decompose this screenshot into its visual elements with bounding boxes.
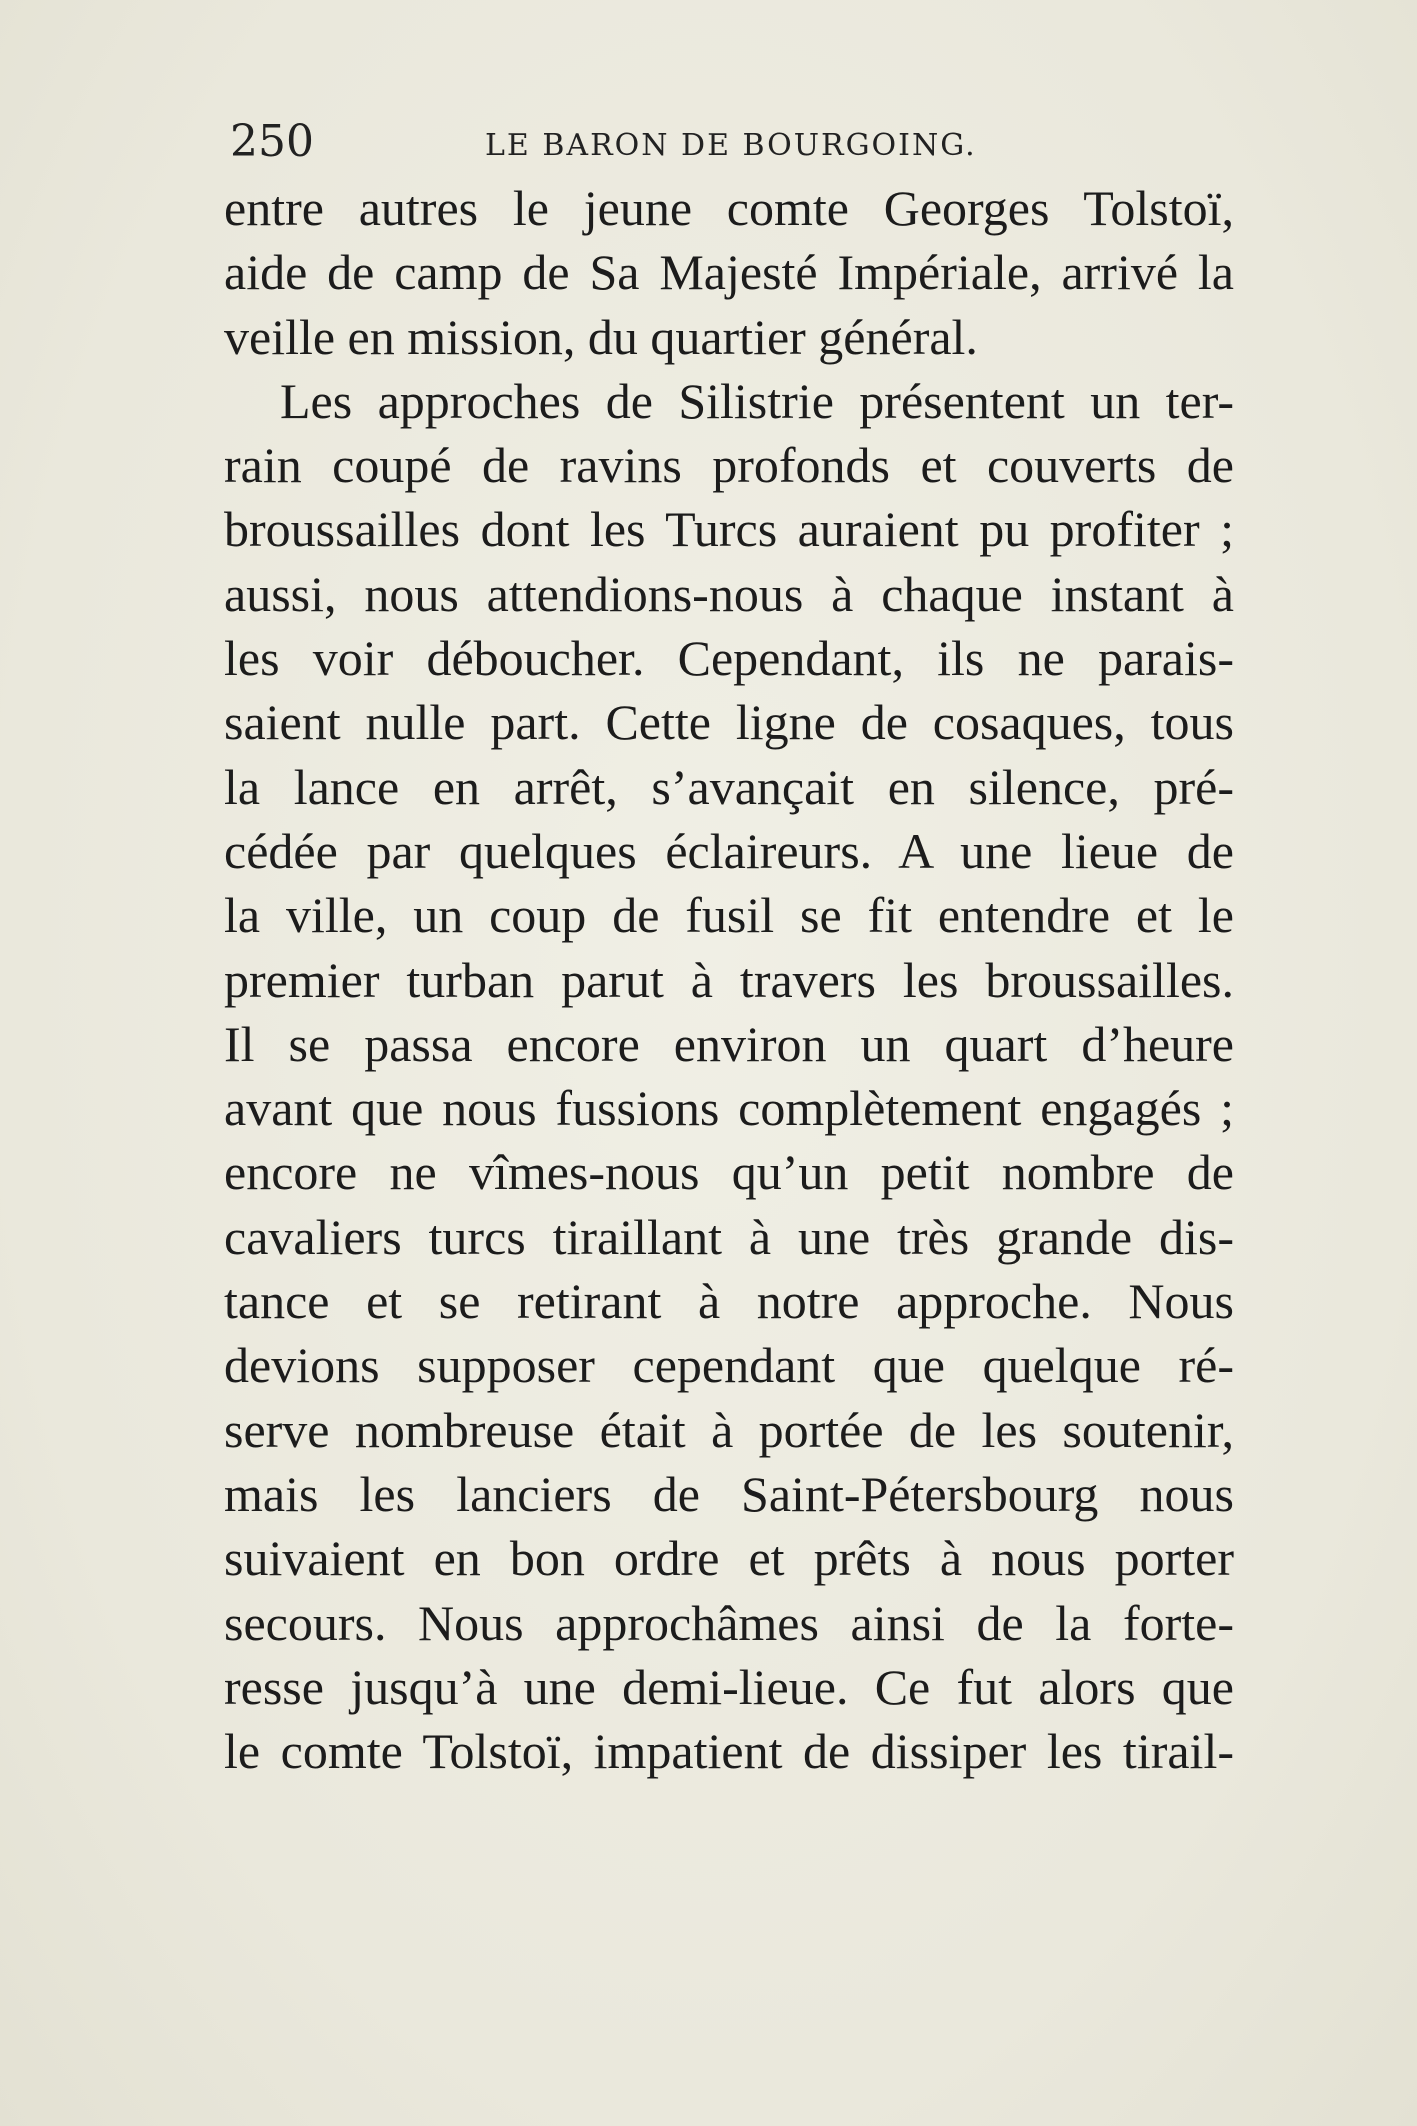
text-line: le comte Tolstoï, impatient de dissiper les tirail-	[224, 1723, 1234, 1780]
text-line: la ville, un coup de fusil se fit entendre et le	[224, 887, 1234, 944]
page-number: 250	[230, 116, 314, 167]
text-line: avant que nous fussions complètement engagés ;	[224, 1080, 1234, 1137]
text-line: tance et se retirant à notre approche. Nous	[224, 1273, 1234, 1330]
running-head	[230, 112, 1240, 172]
text-line: entre autres le jeune comte Georges Tolstoï,	[224, 180, 1234, 236]
text-line: Les approches de Silistrie présentent un ter-	[280, 372, 1234, 429]
text-line: aussi, nous attendions-nous à chaque instant à	[224, 565, 1234, 622]
text-line: encore ne vîmes-nous qu’un petit nombre de	[224, 1144, 1234, 1201]
text-line: cavaliers turcs tiraillant à une très grande dis-	[224, 1208, 1234, 1265]
text-line: mais les lanciers de Saint-Pétersbourg nous	[224, 1465, 1234, 1522]
text-line: resse jusqu’à une demi-lieue. Ce fut alors que	[224, 1658, 1234, 1715]
text-line: saient nulle part. Cette ligne de cosaques, tous	[224, 694, 1234, 751]
text-line: devions supposer cependant que quelque ré-	[224, 1337, 1234, 1394]
text-line: cédée par quelques éclaireurs. A une lieue de	[224, 822, 1234, 879]
text-line: serve nombreuse était à portée de les soutenir,	[224, 1401, 1234, 1458]
text-line: secours. Nous approchâmes ainsi de la forte-	[224, 1594, 1234, 1651]
text-line: les voir déboucher. Cependant, ils ne parais-	[224, 630, 1234, 687]
running-title: LE BARON DE BOURGOING.	[485, 128, 977, 163]
text-line: Il se passa encore environ un quart d’heure	[224, 1015, 1234, 1072]
text-line: suivaient en bon ordre et prêts à nous porter	[224, 1530, 1234, 1587]
text-line: premier turban parut à travers les broussailles.	[224, 951, 1234, 1008]
text-line: aide de camp de Sa Majesté Impériale, arrivé la	[224, 244, 1234, 301]
text-line: veille en mission, du quartier général.	[224, 308, 978, 365]
text-line: la lance en arrêt, s’avançait en silence, pré-	[224, 758, 1234, 815]
text-line: broussailles dont les Turcs auraient pu profiter ;	[224, 501, 1234, 558]
body-text	[224, 176, 1234, 1783]
text-line: rain coupé de ravins profonds et couverts de	[224, 437, 1234, 494]
